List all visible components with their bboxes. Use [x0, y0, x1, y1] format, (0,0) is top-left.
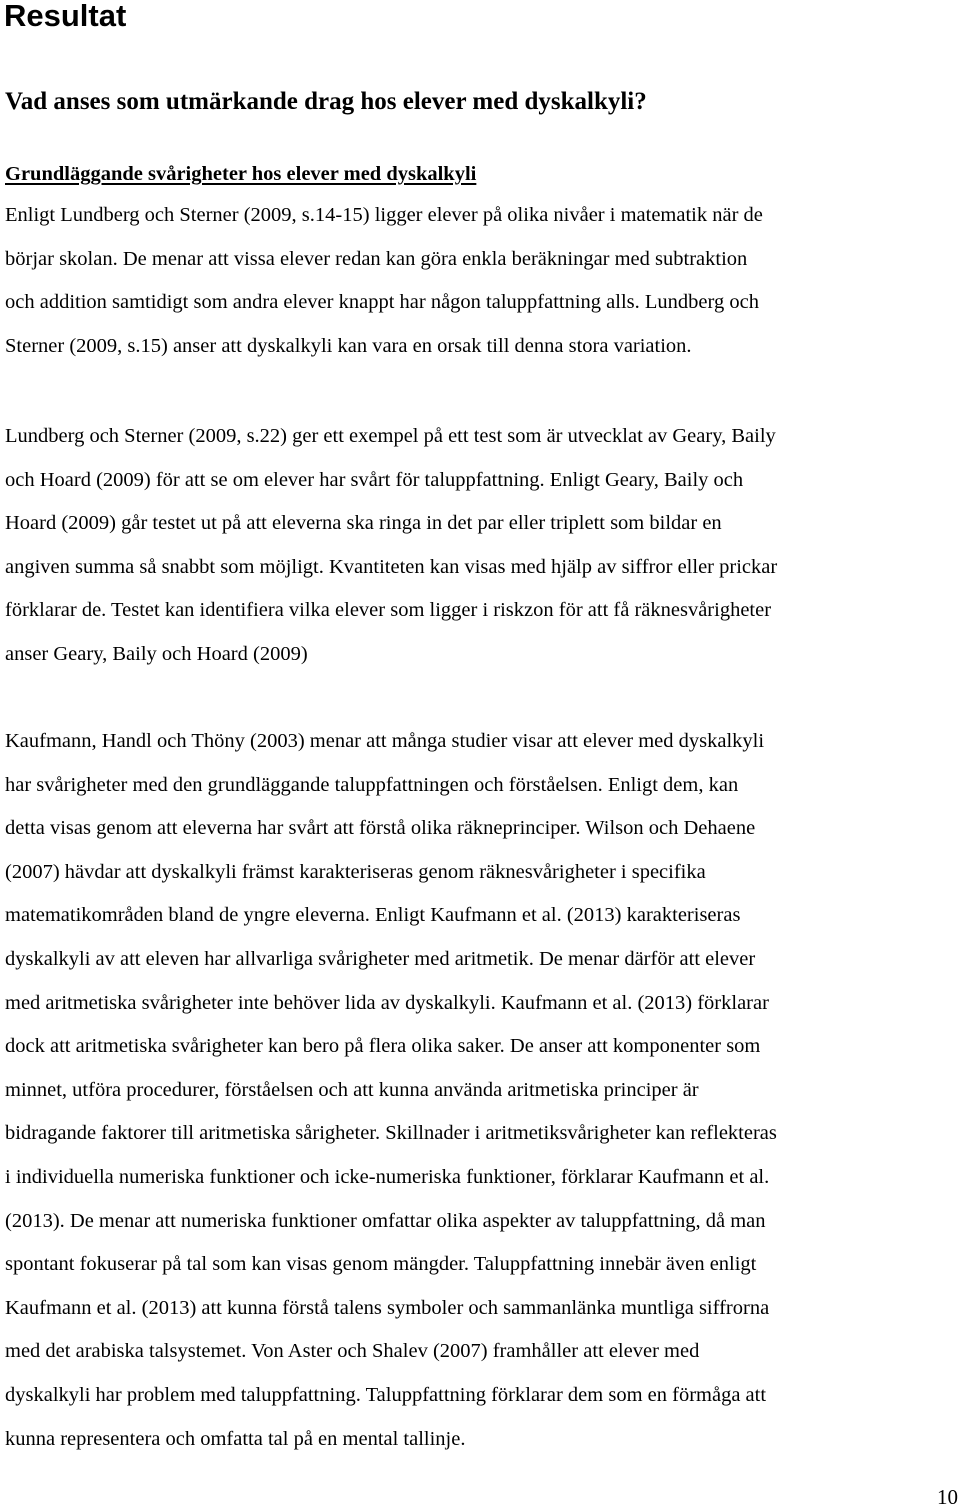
paragraph-line: har svårigheter med den grundläggande taluppfattningen och förståelsen. Enligt dem, kan — [5, 773, 739, 796]
paragraph-line: matematikområden bland de yngre eleverna. Enligt Kaufmann et al. (2013) karakteriseras — [5, 904, 741, 927]
paragraph-line: Kaufmann et al. (2013) att kunna förstå talens symboler och sammanlänka muntliga siffrorna — [5, 1296, 770, 1319]
paragraph-line: Enligt Lundberg och Sterner (2009, s.14-15) ligger elever på olika nivåer i matematik när de — [5, 204, 763, 226]
paragraph-line: Kaufmann, Handl och Thöny (2003) menar att många studier visar att elever med dyskalkyli — [5, 730, 765, 752]
paragraph-line: börjar skolan. De menar att vissa elever redan kan göra enkla beräkningar med subtraktion — [5, 247, 748, 270]
paragraph-line: Sterner (2009, s.15) anser att dyskalkyli kan vara en orsak till denna stora variation. — [5, 334, 692, 357]
paragraph-3 — [5, 727, 960, 1468]
paragraph-line: minnet, utföra procedurer, förståelsen och att kunna använda aritmetiska principer är — [5, 1078, 699, 1101]
paragraph-line: dock att aritmetiska svårigheter kan bero på flera olika saker. De anser att komponenter som — [5, 1035, 761, 1058]
paragraph-2 — [5, 422, 960, 684]
paragraph-line: angiven summa så snabbt som möjligt. Kvantiteten kan visas med hjälp av siffror eller prickar — [5, 555, 778, 578]
paragraph-line: kunna representera och omfatta tal på en mental tallinje. — [5, 1427, 466, 1450]
paragraph-line: och addition samtidigt som andra elever knappt har någon taluppfattning alls. Lundberg och — [5, 291, 759, 314]
subheading: Grundläggande svårigheter hos elever med dyskalkyli — [5, 163, 477, 185]
paragraph-line: (2007) hävdar att dyskalkyli främst karakteriseras genom räknesvårigheter i specifika — [5, 860, 706, 883]
paragraph-line: dyskalkyli av att eleven har allvarliga svårigheter med aritmetik. De menar därför att elever — [5, 947, 756, 970]
paragraph-line: Hoard (2009) går testet ut på att eleverna ska ringa in det par eller triplett som bildar en — [5, 512, 722, 535]
paragraph-line: i individuella numeriska funktioner och icke-numeriska funktioner, förklarar Kaufmann et al. — [5, 1165, 770, 1188]
paragraph-line: förklarar de. Testet kan identifiera vilka elever som ligger i riskzon för att få räknesvårigheter — [5, 599, 772, 622]
section-title: Resultat — [4, 0, 127, 33]
page-number: 10 — [937, 1485, 958, 1509]
paragraph-line: detta visas genom att eleverna har svårt att förstå olika räkneprinciper. Wilson och Dehaene — [5, 817, 756, 840]
paragraph-line: dyskalkyli har problem med taluppfattning. Taluppfattning förklarar dem som en förmåga att — [5, 1383, 767, 1406]
paragraph-line: Lundberg och Sterner (2009, s.22) ger ett exempel på ett test som är utvecklat av Geary, Baily — [5, 425, 776, 447]
paragraph-line: med det arabiska talsystemet. Von Aster och Shalev (2007) framhåller att elever med — [5, 1340, 700, 1363]
paragraph-line: med aritmetiska svårigheter inte behöver lida av dyskalkyli. Kaufmann et al. (2013) förklarar — [5, 991, 769, 1014]
paragraph-line: spontant fokuserar på tal som kan visas genom mängder. Taluppfattning innebär även enligt — [5, 1253, 757, 1276]
paragraph-line: bidragande faktorer till aritmetiska sårigheter. Skillnader i aritmetiksvårigheter kan reflekteras — [5, 1122, 777, 1145]
paragraph-line: anser Geary, Baily och Hoard (2009) — [5, 642, 308, 665]
paragraph-line: och Hoard (2009) för att se om elever har svårt för taluppfattning. Enligt Geary, Baily och — [5, 468, 744, 491]
paragraph-1 — [5, 201, 960, 375]
paragraph-line: (2013). De menar att numeriska funktioner omfattar olika aspekter av taluppfattning, då man — [5, 1209, 766, 1232]
question-heading: Vad anses som utmärkande drag hos elever med dyskalkyli? — [5, 88, 647, 115]
